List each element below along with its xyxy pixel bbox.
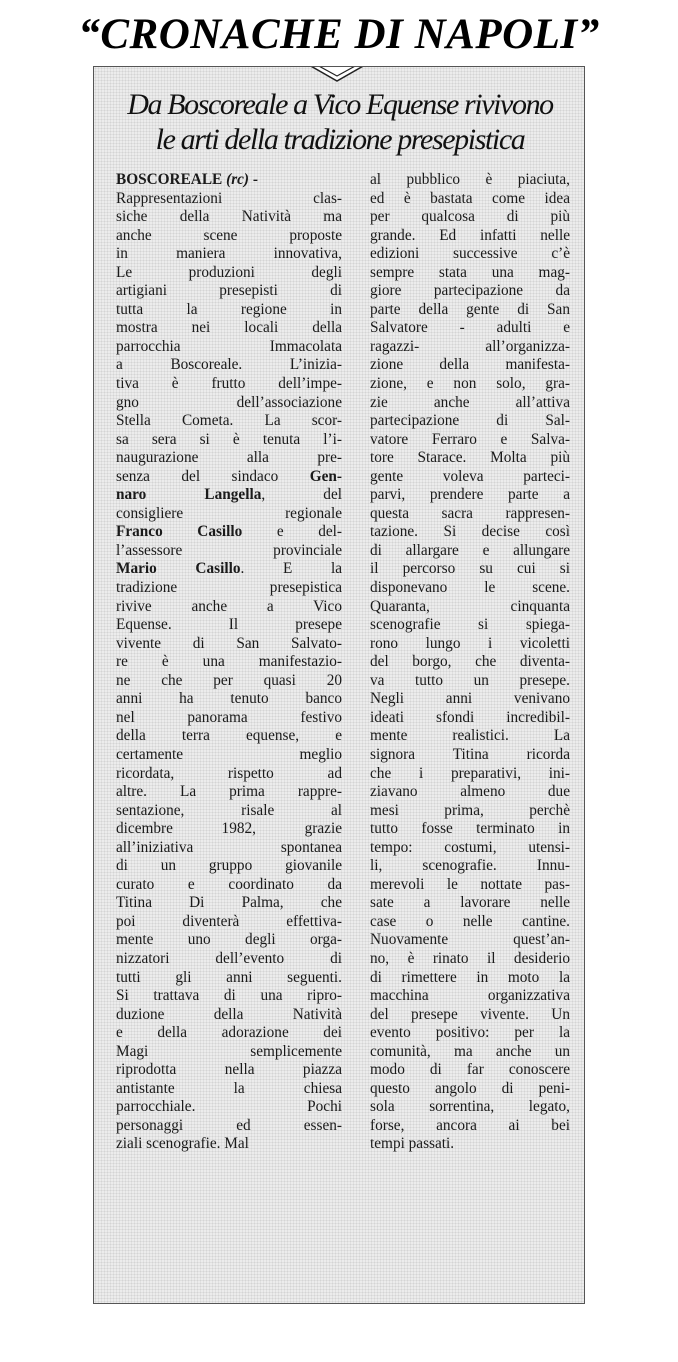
text-line: dicembre 1982, grazie bbox=[116, 820, 342, 838]
text-line: consigliere regionale bbox=[116, 504, 342, 522]
text-line: scenografie si spiega- bbox=[370, 616, 570, 634]
text-line: sempre stata una mag- bbox=[370, 263, 570, 281]
text-line bbox=[116, 560, 342, 579]
text-fragment: senza del sindaco bbox=[116, 467, 310, 485]
text-line: il percorso su cui si bbox=[370, 560, 570, 578]
text-line: tempo: costumi, utensi- bbox=[370, 838, 570, 856]
text-line: gente voleva parteci- bbox=[370, 467, 570, 485]
text-line: nizzatori dell’evento di bbox=[116, 949, 342, 967]
chevron-down-icon bbox=[307, 66, 367, 83]
text-line: re è una manifestazio- bbox=[116, 653, 342, 671]
text-line: ne che per quasi 20 bbox=[116, 671, 342, 689]
text-line: mente realistici. La bbox=[370, 727, 570, 745]
text-line: li, scenografie. Innu- bbox=[370, 857, 570, 875]
text-line: di un gruppo giovanile bbox=[116, 857, 342, 875]
text-line: rivive anche a Vico bbox=[116, 597, 342, 615]
text-line: tutto fosse terminato in bbox=[370, 820, 570, 838]
text-line: tore Starace. Molta più bbox=[370, 449, 570, 467]
text-line: macchina organizzativa bbox=[370, 987, 570, 1005]
newspaper-clipping bbox=[93, 66, 585, 1304]
text-line: per qualcosa di più bbox=[370, 208, 570, 226]
text-line: Equense. Il presepe bbox=[116, 616, 342, 634]
text-line: modo di far conoscere bbox=[370, 1061, 570, 1079]
text-line: antistante la chiesa bbox=[116, 1079, 342, 1097]
text-line: artigiani presepisti di bbox=[116, 282, 342, 300]
text-line: sola sorrentina, legato, bbox=[370, 1098, 570, 1116]
text-line: ideati sfondi incredibil- bbox=[370, 708, 570, 726]
text-line: vivente di San Salvato- bbox=[116, 634, 342, 652]
text-fragment: e del- bbox=[242, 523, 342, 541]
text-line bbox=[116, 523, 342, 542]
mayor-name-part2: naro Langella bbox=[116, 486, 262, 504]
text-line: naugurazione alla pre- bbox=[116, 449, 342, 467]
assessor-name: Mario Casillo bbox=[116, 560, 241, 578]
article-headline bbox=[94, 87, 585, 157]
text-line: certamente meglio bbox=[116, 745, 342, 763]
text-line: del presepe vivente. Un bbox=[370, 1005, 570, 1023]
dateline-dash: - bbox=[249, 171, 258, 188]
text-line: tempi passati. bbox=[370, 1135, 455, 1153]
text-line: all’iniziativa spontanea bbox=[116, 838, 342, 856]
text-fragment: , del bbox=[261, 486, 342, 504]
text-fragment: . E la bbox=[240, 560, 342, 578]
text-line: Nuovamente quest’an- bbox=[370, 931, 570, 949]
text-line: sate a lavorare nelle bbox=[370, 894, 570, 912]
text-line: poi diventerà effettiva- bbox=[116, 912, 342, 930]
text-line bbox=[116, 486, 342, 505]
text-line bbox=[116, 468, 342, 487]
right-column-lines bbox=[370, 171, 570, 1154]
text-line: Magi semplicemente bbox=[116, 1042, 342, 1060]
text-line: parvi, prendere parte a bbox=[370, 486, 570, 504]
text-line: Stella Cometa. La scor- bbox=[116, 412, 342, 430]
text-line: mostra nei locali della bbox=[116, 319, 342, 337]
mayor-name-part1: Gen- bbox=[309, 467, 342, 485]
text-line: va tutto un presepe. bbox=[370, 671, 570, 689]
text-line: parrocchiale. Pochi bbox=[116, 1098, 342, 1116]
text-line: partecipazione di Sal- bbox=[370, 412, 570, 430]
text-line: questo angolo di peni- bbox=[370, 1079, 570, 1097]
text-line: al pubblico è piaciuta, bbox=[370, 171, 570, 188]
text-line: ed è bastata come idea bbox=[370, 189, 570, 207]
text-line: comunità, ma anche un bbox=[370, 1042, 570, 1060]
text-line: Rappresentazioni clas- bbox=[116, 189, 342, 207]
text-line: anche scene proposte bbox=[116, 226, 342, 244]
text-line: parte della gente di San bbox=[370, 300, 570, 318]
text-line: zie anche all’attiva bbox=[370, 393, 570, 411]
text-line: della terra equense, e bbox=[116, 727, 342, 745]
text-line: di allargare e allungare bbox=[370, 541, 570, 559]
text-line: a Boscoreale. L’inizia- bbox=[116, 356, 342, 374]
text-line: tazione. Si decise così bbox=[370, 523, 570, 541]
text-line: giore partecipazione da bbox=[370, 282, 570, 300]
text-line: nel panorama festivo bbox=[116, 708, 342, 726]
text-line: tiva è frutto dell’impe- bbox=[116, 375, 342, 393]
text-line: anni ha tenuto banco bbox=[116, 690, 342, 708]
text-line: no, è rinato il desiderio bbox=[370, 949, 570, 967]
text-line: mente uno degli orga- bbox=[116, 931, 342, 949]
text-line: l’assessore provinciale bbox=[116, 541, 342, 559]
text-line: zione della manifesta- bbox=[370, 356, 570, 374]
text-line: riprodotta nella piazza bbox=[116, 1061, 342, 1079]
text-line: ricordata, rispetto ad bbox=[116, 764, 342, 782]
headline-line-1: Da Boscoreale a Vico Equense rivivono bbox=[127, 88, 553, 121]
text-line: Si trattava di una ripro- bbox=[116, 987, 342, 1005]
text-line: Quaranta, cinquanta bbox=[370, 597, 570, 615]
text-line: grande. Ed infatti nelle bbox=[370, 226, 570, 244]
text-line: signora Titina ricorda bbox=[370, 745, 570, 763]
text-line: merevoli le nottate pas- bbox=[370, 875, 570, 893]
text-line: sa sera si è tenuta l’i- bbox=[116, 430, 342, 448]
text-line: siche della Natività ma bbox=[116, 208, 342, 226]
dateline bbox=[116, 171, 342, 190]
dateline-signature: (rc) bbox=[226, 171, 250, 188]
text-line: di rimettere in moto la bbox=[370, 968, 570, 986]
text-line: case o nelle cantine. bbox=[370, 912, 570, 930]
text-line: Titina Di Palma, che bbox=[116, 894, 342, 912]
councillor-name: Franco Casillo bbox=[116, 523, 243, 541]
text-line: gno dell’associazione bbox=[116, 393, 342, 411]
text-line: evento positivo: per la bbox=[370, 1024, 570, 1042]
text-line: e della adorazione dei bbox=[116, 1024, 342, 1042]
article-column-left bbox=[116, 171, 342, 1154]
text-line: zione, e non solo, gra- bbox=[370, 375, 570, 393]
text-line: del borgo, che diventa- bbox=[370, 653, 570, 671]
text-line: forse, ancora ai bei bbox=[370, 1116, 570, 1134]
headline-line-2: le arti della tradizione presepistica bbox=[155, 123, 525, 156]
text-line: tutti gli anni seguenti. bbox=[116, 968, 342, 986]
text-line: tutta la regione in bbox=[116, 300, 342, 318]
text-line: altre. La prima rappre- bbox=[116, 783, 342, 801]
text-line: Salvatore - adulti e bbox=[370, 319, 570, 337]
text-line: parrocchia Immacolata bbox=[116, 337, 342, 355]
text-line: tradizione presepistica bbox=[116, 579, 342, 597]
text-line: ragazzi- all’organizza- bbox=[370, 337, 570, 355]
article-column-right bbox=[370, 171, 570, 1154]
newspaper-masthead: “CRONACHE DI NAPOLI” bbox=[78, 11, 600, 58]
text-line: personaggi ed essen- bbox=[116, 1116, 342, 1134]
text-line: in maniera innovativa, bbox=[116, 245, 342, 263]
text-line: vatore Ferraro e Salva- bbox=[370, 430, 570, 448]
text-line: Le produzioni degli bbox=[116, 263, 342, 281]
left-column-lines bbox=[116, 190, 342, 1154]
text-line: che i preparativi, ini- bbox=[370, 764, 570, 782]
text-line: curato e coordinato da bbox=[116, 875, 342, 893]
text-line: mesi prima, perchè bbox=[370, 801, 570, 819]
text-line: Negli anni venivano bbox=[370, 690, 570, 708]
text-line: ziavano almeno due bbox=[370, 783, 570, 801]
dateline-place: BOSCOREALE bbox=[116, 171, 223, 188]
text-line: questa sacra rappresen- bbox=[370, 504, 570, 522]
text-line: rono lungo i vicoletti bbox=[370, 634, 570, 652]
text-line: sentazione, risale al bbox=[116, 801, 342, 819]
text-line: disponevano le scene. bbox=[370, 579, 570, 597]
text-line: duzione della Natività bbox=[116, 1005, 342, 1023]
text-line: ziali scenografie. Mal bbox=[116, 1135, 249, 1153]
text-line: edizioni successive c’è bbox=[370, 245, 570, 263]
